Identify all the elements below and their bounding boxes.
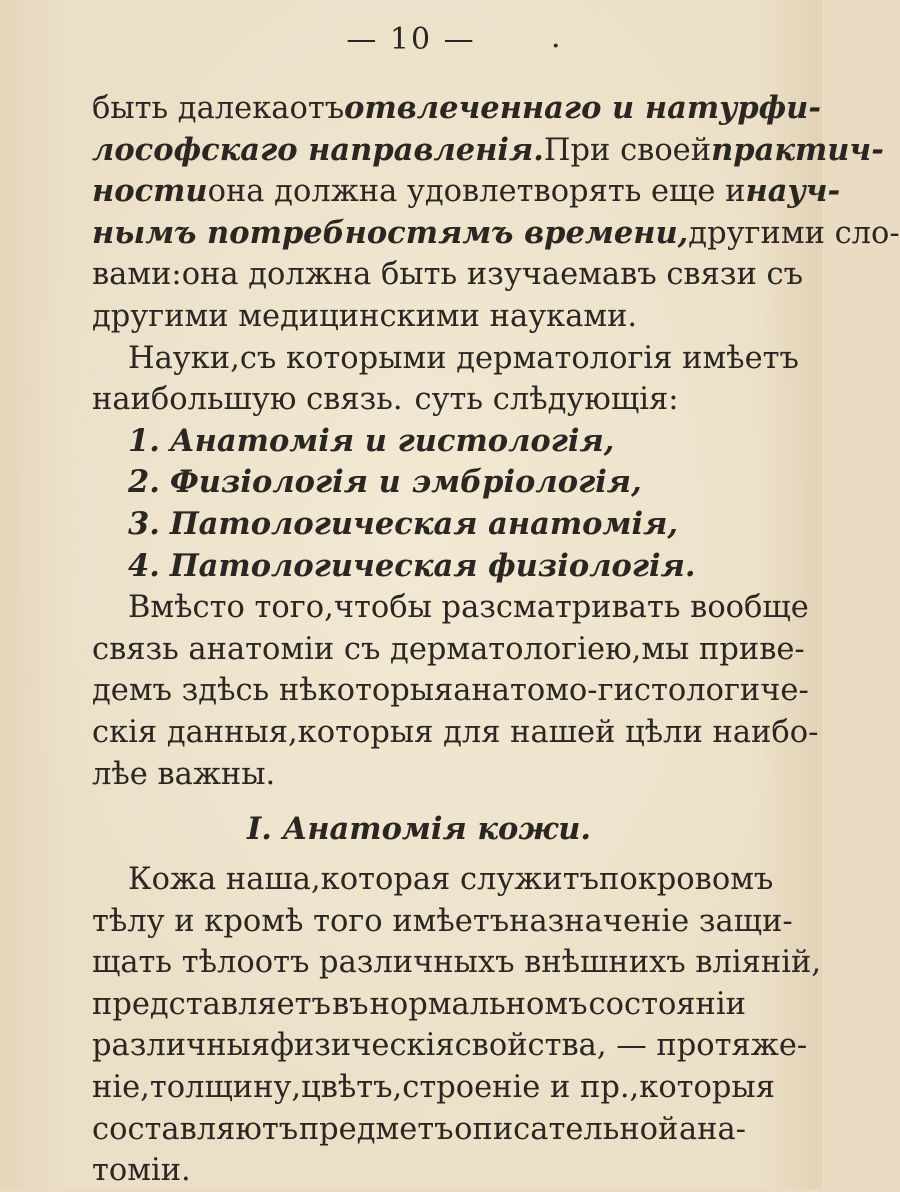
text-line <box>92 171 841 213</box>
list-item-text: Патологическая физіологія. <box>169 547 696 584</box>
text-line <box>92 379 746 421</box>
text-segment: которыя <box>639 1070 775 1106</box>
list-item-text: Физіологія и эмбріологія, <box>169 464 642 501</box>
text-segment: представляетъ <box>92 986 331 1022</box>
text-segment: ніе, <box>92 1070 150 1106</box>
text-segment: назначеніе защи- <box>509 903 793 939</box>
text-segment: она должна удовлетворять еще и <box>207 174 746 210</box>
text-line <box>92 338 799 380</box>
text-segment: чтобы разсматривать вообще <box>333 590 809 626</box>
text-line <box>92 587 809 629</box>
paragraph-3 <box>92 587 819 795</box>
paragraph-1 <box>92 88 900 338</box>
text-segment: щать тѣло <box>92 945 255 981</box>
text-segment: отъ различныхъ внѣшнихъ вліяній, <box>254 945 822 981</box>
text-line <box>92 754 746 796</box>
text-segment: строеніе и пр., <box>402 1070 640 1106</box>
list-number: 1. <box>128 422 160 459</box>
list-item <box>92 504 746 546</box>
text-segment: Вмѣсто того, <box>128 590 334 626</box>
text-segment: она должна быть изучаема <box>181 257 621 293</box>
text-segment: составляютъ <box>92 1111 299 1147</box>
text-line <box>92 901 793 943</box>
text-segment: состояніи <box>588 986 746 1022</box>
text-segment: нормальномъ <box>369 986 588 1022</box>
text-segment: толщину, <box>149 1070 302 1106</box>
list-number: 3. <box>128 505 160 542</box>
numbered-list <box>92 421 746 587</box>
text-segment: съ которыми дерматологія имѣетъ <box>239 340 799 376</box>
text-segment: отъ <box>289 91 345 126</box>
text-segment: ана- <box>678 1111 746 1147</box>
text-line <box>92 859 774 901</box>
emphasis-text: науч- <box>745 173 841 210</box>
text-line <box>92 712 819 754</box>
text-line <box>92 1067 775 1109</box>
text-segment: покровомъ <box>599 862 774 898</box>
text-segment: лѣе важны. <box>92 756 276 792</box>
page-body <box>92 88 900 1192</box>
text-segment: которая служитъ <box>320 862 600 898</box>
text-segment: мы приве- <box>641 631 805 667</box>
text-line <box>92 629 805 671</box>
list-item <box>92 421 746 463</box>
text-segment: связь анатоміи съ дерматологіею, <box>92 631 642 667</box>
text-line <box>92 670 809 712</box>
page-header <box>0 18 822 62</box>
text-segment: другими медицинскими науками. <box>92 298 638 334</box>
emphasis-text: отвлеченнаго и натурфи- <box>344 90 822 126</box>
text-line <box>92 984 746 1026</box>
text-segment: которыя для нашей цѣли наибо- <box>297 714 819 750</box>
text-segment: томіи. <box>92 1153 191 1189</box>
list-item <box>92 546 746 588</box>
text-line <box>92 254 803 296</box>
text-segment: быть далека <box>92 91 290 126</box>
text-segment: При своей <box>543 132 712 168</box>
paragraph-2 <box>92 338 799 421</box>
section-heading: I. Анатомія кожи. <box>246 811 592 848</box>
text-segment: другими сло- <box>688 215 900 251</box>
text-segment: скія данныя, <box>92 714 298 750</box>
text-segment: описательной <box>454 1111 679 1147</box>
list-item <box>92 462 746 504</box>
text-segment: тѣлу и кромѣ того имѣетъ <box>92 903 510 939</box>
text-segment: въ <box>331 986 369 1022</box>
header-mark: . <box>551 20 563 55</box>
text-segment: различныя <box>92 1028 271 1064</box>
text-line <box>92 942 822 984</box>
text-segment: свойства, — протяже- <box>454 1028 808 1064</box>
text-segment: въ связи съ <box>620 257 803 293</box>
text-line <box>92 130 884 172</box>
text-line <box>92 1109 746 1151</box>
text-line <box>92 1150 746 1192</box>
text-segment: суть слѣдующія: <box>414 382 679 418</box>
text-line <box>92 296 746 338</box>
text-segment: анатомо-гистологиче- <box>453 673 809 709</box>
list-number: 2. <box>128 464 160 501</box>
emphasis-text: нымъ потребностямъ времени, <box>92 214 689 251</box>
emphasis-text: ности <box>92 173 208 210</box>
text-line <box>92 1025 808 1067</box>
text-segment: демъ здѣсь нѣкоторыя <box>92 673 454 709</box>
list-item-text: Патологическая анатомія, <box>169 505 678 542</box>
text-segment: предметъ <box>298 1111 454 1147</box>
paragraph-4 <box>92 859 822 1192</box>
list-number: 4. <box>128 547 160 584</box>
text-segment: цвѣтъ, <box>301 1070 403 1106</box>
text-segment: физическія <box>270 1028 455 1064</box>
text-segment: наибольшую связь. <box>92 382 403 418</box>
emphasis-text: практич- <box>711 131 884 168</box>
text-line <box>92 213 900 255</box>
list-item-text: Анатомія и гистологія, <box>169 422 615 459</box>
text-segment: Науки, <box>128 340 240 376</box>
page-number: — 10 — <box>346 22 476 57</box>
text-segment: вами: <box>92 257 182 293</box>
emphasis-text: лософскаго направленія. <box>92 131 544 168</box>
text-line <box>92 88 822 130</box>
text-segment: Кожа наша, <box>128 862 321 898</box>
